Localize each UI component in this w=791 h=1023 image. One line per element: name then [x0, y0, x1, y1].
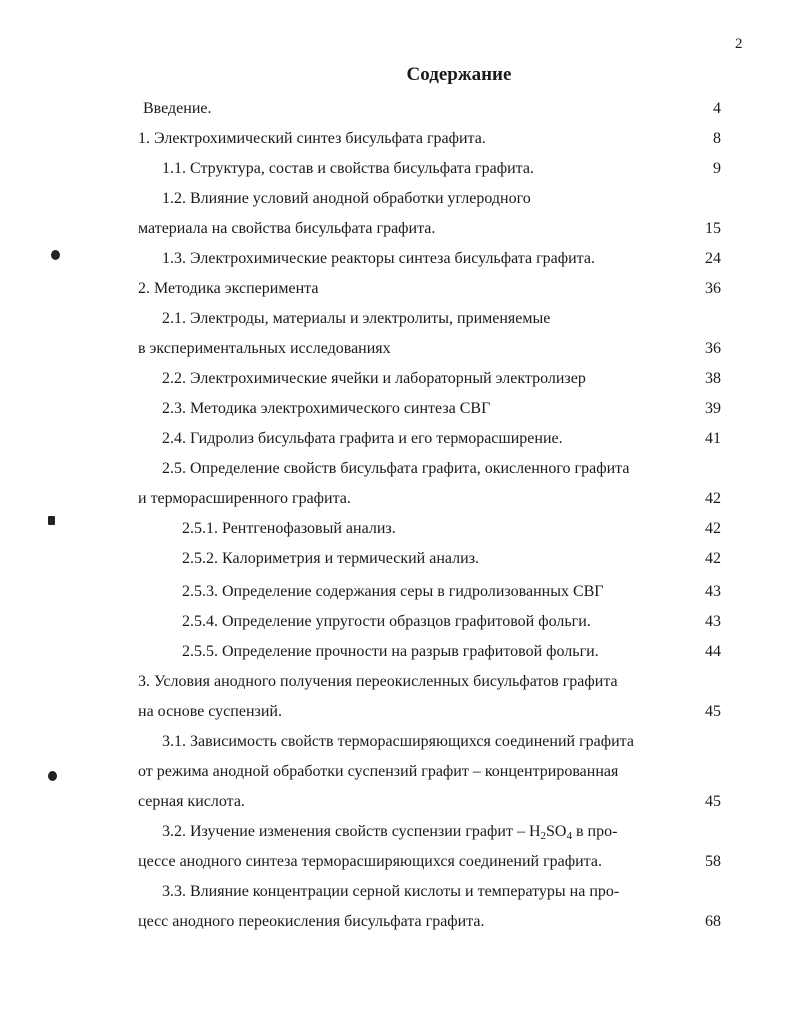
toc-entry-page: 45	[705, 703, 721, 720]
toc-entry-text: 2.5. Определение свойств бисульфата графита, окисленного графита	[162, 460, 630, 477]
toc-entry-text: в экспериментальных исследованиях	[138, 340, 391, 357]
punch-hole-mark	[48, 516, 55, 525]
toc-entry-page: 15	[705, 220, 721, 237]
toc-entry-text: 1.2. Влияние условий анодной обработки углеродного	[162, 190, 531, 207]
toc-text-part: в про-	[571, 823, 618, 840]
toc-text-part: SO	[546, 823, 567, 840]
toc-entry-text: 2.4. Гидролиз бисульфата графита и его терморасширение.	[162, 430, 563, 447]
toc-entry-text	[162, 822, 617, 842]
toc-text-part: 3.2. Изучение изменения свойств суспензии графит – H	[162, 823, 541, 840]
toc-entry-text: 2.3. Методика электрохимического синтеза СВГ	[162, 400, 491, 417]
page-title: Содержание	[406, 64, 512, 85]
toc-entry-text: серная кислота.	[138, 793, 245, 810]
toc-entry-text: 1.3. Электрохимические реакторы синтеза бисульфата графита.	[162, 250, 595, 267]
toc-subscript: 2	[540, 830, 547, 842]
toc-entry-page: 36	[705, 340, 721, 357]
toc-entry-text: цесс анодного переокисления бисульфата графита.	[138, 913, 485, 930]
toc-entry-page: 44	[705, 643, 721, 660]
toc-entry-page: 43	[705, 613, 721, 630]
punch-hole-mark	[48, 771, 57, 781]
toc-entry-page: 42	[705, 550, 721, 567]
toc-entry-text: 1.1. Структура, состав и свойства бисульфата графита.	[162, 160, 534, 177]
toc-entry-page: 38	[705, 370, 721, 387]
toc-entry-text: 3.1. Зависимость свойств терморасширяющихся соединений графита	[162, 733, 634, 750]
toc-entry-text: 2.2. Электрохимические ячейки и лабораторный электролизер	[162, 370, 586, 387]
toc-entry-text: 2.1. Электроды, материалы и электролиты, применяемые	[162, 310, 551, 327]
toc-entry-text: 3.3. Влияние концентрации серной кислоты и температуры на про-	[162, 883, 620, 900]
punch-hole-mark	[51, 250, 60, 260]
toc-entry-page: 9	[713, 160, 721, 177]
toc-entry-text: от режима анодной обработки суспензий графит – концентрированная	[138, 763, 619, 780]
toc-entry-text: материала на свойства бисульфата графита.	[138, 220, 436, 237]
toc-entry-text: 2.5.4. Определение упругости образцов графитовой фольги.	[182, 613, 591, 630]
toc-entry-text: 2.5.5. Определение прочности на разрыв графитовой фольги.	[182, 643, 599, 660]
toc-entry-page: 43	[705, 583, 721, 600]
toc-entry-page: 36	[705, 280, 721, 297]
toc-entry-text: 2.5.2. Калориметрия и термический анализ.	[182, 550, 480, 567]
toc-subscript: 4	[566, 830, 572, 842]
toc-entry-text: Введение.	[143, 100, 212, 117]
toc-entry-page: 42	[705, 490, 721, 507]
toc-entry-page: 45	[705, 793, 721, 810]
toc-entry-page: 58	[705, 853, 721, 870]
toc-entry-text: и терморасширенного графита.	[138, 490, 351, 507]
toc-entry-text: 2.5.3. Определение содержания серы в гидролизованных СВГ	[182, 583, 604, 600]
toc-entry-page: 24	[705, 250, 721, 267]
toc-entry-text: 2. Методика эксперимента	[138, 280, 319, 297]
toc-entry-text: 3. Условия анодного получения переокисленных бисульфатов графита	[138, 673, 618, 690]
toc-entry-page: 68	[705, 913, 721, 930]
toc-entry-page: 42	[705, 520, 721, 537]
toc-entry-page: 8	[713, 130, 721, 147]
page-number: 2	[735, 36, 743, 52]
toc-entry-text: 2.5.1. Рентгенофазовый анализ.	[182, 520, 396, 537]
toc-entry-text: 1. Электрохимический синтез бисульфата графита.	[138, 130, 486, 147]
toc-entry-page: 41	[705, 430, 721, 447]
toc-entry-text: на основе суспензий.	[138, 703, 282, 720]
toc-entry-page: 4	[713, 100, 721, 117]
toc-entry-page: 39	[705, 400, 721, 417]
toc-entry-text: цессе анодного синтеза терморасширяющихся соединений графита.	[138, 853, 602, 870]
